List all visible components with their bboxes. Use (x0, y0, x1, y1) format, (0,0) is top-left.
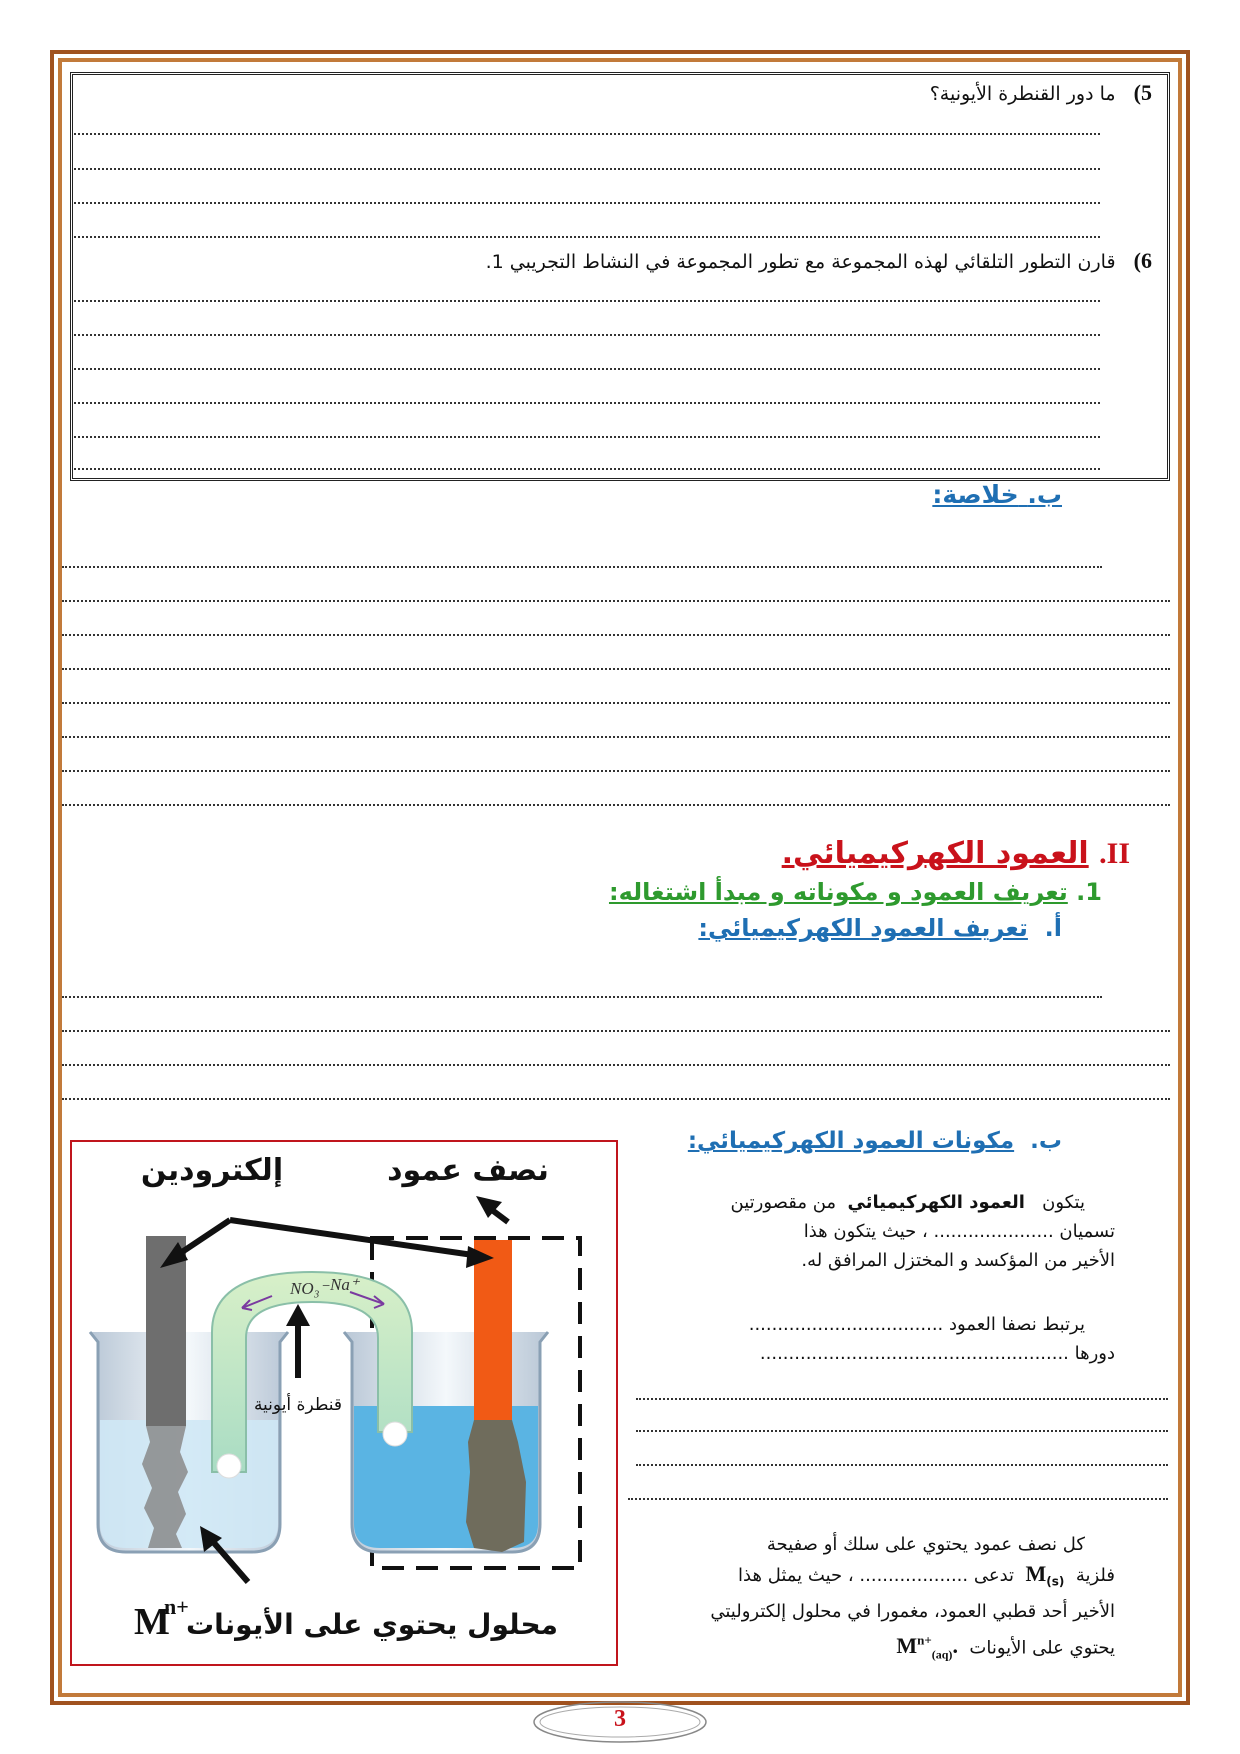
answer-line (62, 770, 1170, 772)
paragraph-halfcells (645, 1188, 1115, 1275)
answer-line (74, 368, 1100, 370)
answer-line (74, 168, 1100, 170)
state-subscript: (aq) (931, 1647, 953, 1662)
answer-line (62, 1064, 1170, 1066)
answer-line (62, 566, 1102, 568)
answer-line (628, 1498, 1168, 1500)
answer-line (636, 1430, 1168, 1432)
right-electrode-immersed (466, 1420, 526, 1552)
answer-line (74, 236, 1100, 238)
subsection-number: 1. (1076, 878, 1102, 906)
ion-right-label: Na⁺ (330, 1275, 359, 1294)
answer-line (62, 634, 1170, 636)
sub-a-heading (698, 914, 1062, 942)
galvanic-cell-figure (70, 1140, 618, 1666)
question-text: قارن التطور التلقائي لهذه المجموعة مع تطور المجموعة في النشاط التجريبي 1. (485, 251, 1116, 273)
text: من مقصورتين (730, 1192, 837, 1213)
paragraph-line: كل نصف عمود يحتوي على سلك أو صفيحة (766, 1534, 1085, 1555)
answer-line (74, 202, 1100, 204)
paragraph-bridge (595, 1310, 1115, 1368)
heading-label: ب. (1027, 480, 1062, 509)
subsection-title: تعريف العمود و مكوناته و مبدأ اشتغاله: (608, 878, 1068, 906)
heading-title: تعريف العمود الكهركيميائي: (698, 914, 1028, 942)
heading-title: مكونات العمود الكهركيميائي: (687, 1128, 1015, 1154)
paragraph-line (615, 1626, 1115, 1670)
arrow-head (286, 1304, 310, 1326)
heading-label: ب. (1030, 1128, 1062, 1154)
text: يتكون (1042, 1192, 1085, 1213)
paragraph-line (645, 1188, 1115, 1217)
answer-line (74, 334, 1100, 336)
question-5 (930, 80, 1152, 106)
state-subscript: (s) (1046, 1574, 1065, 1589)
ion-formula: $M^{n+}_{(aq)}$. (896, 1632, 958, 1662)
answer-line (74, 300, 1100, 302)
answer-line (74, 402, 1100, 404)
page-number: 3 (614, 1706, 626, 1732)
right-electrode (474, 1240, 512, 1420)
question-text: ما دور القنطرة الأيونية؟ (929, 83, 1116, 105)
paragraph-line: الأخير من المؤكسد و المختزل المرافق له. (801, 1250, 1115, 1271)
question-number: 5) (1133, 80, 1152, 105)
section-title: العمود الكهركيميائي. (781, 836, 1089, 871)
label-bridge: قنطرة أيونية (253, 1395, 343, 1415)
cotton-plug (217, 1454, 241, 1478)
ion-symbol: M (896, 1632, 918, 1658)
question-6 (486, 248, 1152, 274)
text: تدعى ................... ، حيث يمثل هذا (738, 1565, 1015, 1586)
page-number-badge (531, 1700, 709, 1748)
bold-term: العمود الكهركيميائي (847, 1192, 1025, 1213)
paragraph-line: يرتبط نصفا العمود .................................. (748, 1314, 1085, 1335)
answer-line (74, 468, 1100, 470)
text: يحتوي على الأيونات (969, 1636, 1115, 1658)
heading-label: أ. (1044, 914, 1062, 942)
left-solution (100, 1420, 278, 1548)
paragraph-line: تسميان ..................... ، حيث يتكون هذا (803, 1221, 1115, 1242)
sub-b-heading (688, 1128, 1062, 1154)
section-number: II. (1099, 837, 1130, 870)
answer-line (636, 1464, 1168, 1466)
label-solution: محلول يحتوي على الأيونات (186, 1608, 558, 1641)
cotton-plug (383, 1422, 407, 1446)
answer-line (74, 133, 1100, 135)
ion-charge: n+ (917, 1632, 932, 1648)
heading-title: خلاصة: (932, 480, 1019, 509)
answer-line (62, 736, 1170, 738)
label-ion-symbol: M (134, 1601, 170, 1643)
label-electrodes: إلكترودين (140, 1153, 284, 1188)
question-number: 6) (1133, 248, 1152, 273)
answer-line (62, 996, 1102, 998)
ion-left-label: NO₃⁻ (290, 1279, 329, 1298)
paragraph-line: دورها ...................................................... (759, 1343, 1115, 1364)
text: فلزية (1075, 1565, 1115, 1586)
galvanic-cell-diagram (72, 1142, 616, 1664)
metal-symbol: M (1025, 1561, 1047, 1586)
label-ion-charge: n+ (164, 1594, 189, 1619)
section-2-heading (782, 836, 1130, 871)
paragraph-electrode (615, 1530, 1115, 1669)
label-half-cell: نصف عمود (387, 1153, 549, 1188)
paragraph-line (615, 1559, 1115, 1597)
answer-line (62, 702, 1170, 704)
answer-line (62, 668, 1170, 670)
subsection-1-heading (609, 878, 1102, 906)
conclusion-heading (932, 480, 1062, 509)
paragraph-line: الأخير أحد قطبي العمود، مغمورا في محلول إلكتروليتي (710, 1600, 1115, 1622)
answer-line (62, 804, 1170, 806)
answer-line (636, 1398, 1168, 1400)
answer-line (62, 1030, 1170, 1032)
answer-line (62, 1098, 1170, 1100)
answer-line (74, 436, 1100, 438)
answer-line (62, 600, 1170, 602)
